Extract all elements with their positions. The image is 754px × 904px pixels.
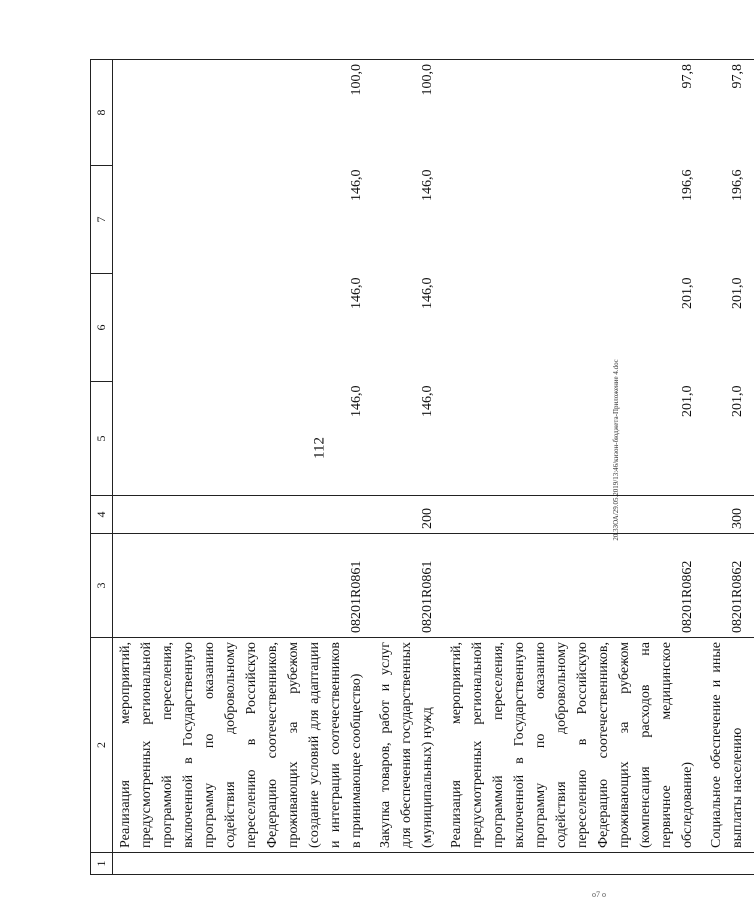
description-cell: Социальное обеспечение и иные выплаты населению bbox=[704, 638, 754, 853]
col-header-3: 3 bbox=[91, 534, 113, 638]
row-number-cell bbox=[113, 853, 374, 875]
value-cell-6: 201,0 bbox=[730, 277, 745, 309]
table-header-row bbox=[91, 60, 113, 875]
col-header-5: 5 bbox=[91, 382, 113, 496]
value-cell-5: 201,0 bbox=[680, 385, 695, 417]
value-cell-8: 97,8 bbox=[704, 60, 754, 166]
row-number-cell bbox=[444, 853, 704, 875]
description-cell: Реализация мероприятий, предусмотренных региональной программой переселения, включенной в Государственную программу по оказанию содействия добровольному переселению в Российскую Федерацию соотечественников, проживающих за рубежом (компенсация расходов на первичное медицинское обследование) bbox=[444, 638, 704, 853]
value-cell-6: 146,0 bbox=[349, 277, 364, 309]
page-number: 112 bbox=[311, 437, 328, 459]
file-path-footer: 20.3ЗОА/29.05.2019/13:46/кизон-бюджета-Приложение 4.doc bbox=[612, 359, 620, 541]
col-header-8: 8 bbox=[91, 60, 113, 166]
target-code-cell: 08201R0861 bbox=[373, 534, 444, 638]
description-cell: Реализация мероприятий, предусмотренных региональной программой переселения, включенной в Государственную программу по оказанию содействия добровольному переселению в Российскую Федерацию соотечественников, проживающих за рубежом (создание условий для адаптации и интеграции соотечественников в принимающее сообщество) bbox=[113, 638, 374, 853]
corner-mark: о7 о bbox=[592, 890, 606, 899]
budget-table bbox=[90, 59, 754, 875]
value-cell-7: 146,0 bbox=[420, 169, 435, 201]
value-cell-8: 100,0 bbox=[373, 60, 444, 166]
value-cell-5: 146,0 bbox=[349, 385, 364, 417]
col-header-7: 7 bbox=[91, 166, 113, 274]
target-code-cell: 08201R0861 bbox=[113, 534, 374, 638]
description-cell: Закупка товаров, работ и услуг для обеспечения государственных (муниципальных) нужд bbox=[373, 638, 444, 853]
expense-type-cell: 200 bbox=[373, 496, 444, 534]
expense-type-cell bbox=[113, 496, 374, 534]
expense-type-cell: 300 bbox=[704, 496, 754, 534]
table-row bbox=[444, 60, 704, 875]
value-cell-8: 100,0 bbox=[113, 60, 374, 166]
value-cell-7: 146,0 bbox=[349, 169, 364, 201]
value-cell-6: 201,0 bbox=[680, 277, 695, 309]
expense-type-cell bbox=[444, 496, 704, 534]
row-number-cell bbox=[373, 853, 444, 875]
target-code-cell: 08201R0862 bbox=[704, 534, 754, 638]
col-header-4: 4 bbox=[91, 496, 113, 534]
col-header-6: 6 bbox=[91, 274, 113, 382]
row-number-cell bbox=[704, 853, 754, 875]
value-cell-7: 196,6 bbox=[730, 169, 745, 201]
value-cell-5: 201,0 bbox=[730, 385, 745, 417]
value-cell-7: 196,6 bbox=[680, 169, 695, 201]
col-header-2: 2 bbox=[91, 638, 113, 853]
table-row bbox=[113, 60, 374, 875]
value-cell-5: 146,0 bbox=[420, 385, 435, 417]
value-cell-6: 146,0 bbox=[420, 277, 435, 309]
value-cell-8: 97,8 bbox=[444, 60, 704, 166]
table-row bbox=[704, 60, 754, 875]
target-code-cell: 08201R0862 bbox=[444, 534, 704, 638]
table-row bbox=[373, 60, 444, 875]
col-header-1: 1 bbox=[91, 853, 113, 875]
